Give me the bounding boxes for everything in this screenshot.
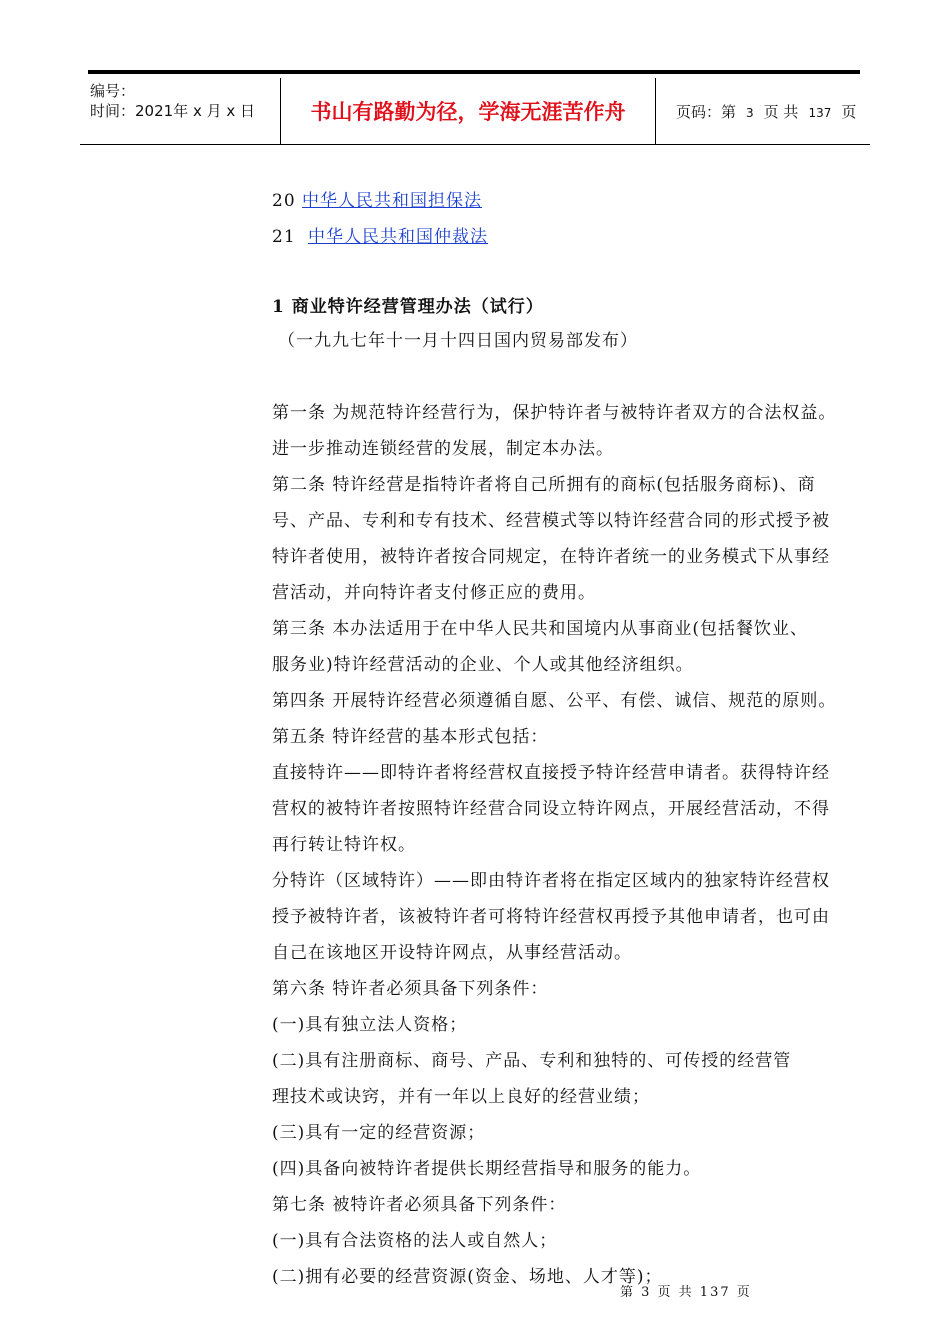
text-line: (三)具有一定的经营资源； — [272, 1123, 486, 1143]
text-line: 第五条 特许经营的基本形式包括： — [272, 727, 549, 747]
text-line: 分特许（区域特许）——即由特许者将在指定区域内的独家特许经营权 — [272, 871, 830, 891]
section-subtitle: （一九九七年十一月十四日国内贸易部发布） — [278, 331, 638, 351]
text-line: 再行转让特许权。 — [272, 835, 416, 855]
section-title: 1 商业特许经营管理办法（试行） — [272, 297, 544, 317]
text-line: (四)具备向被特许者提供长期经营指导和服务的能力。 — [272, 1159, 702, 1179]
text-line: 进一步推动连锁经营的发展，制定本办法。 — [272, 439, 614, 459]
doc-number-label: 编号： — [90, 82, 136, 100]
text-line: 营权的被特许者按照特许经营合同设立特许网点，开展经营活动，不得 — [272, 799, 830, 819]
page-footer: 第 3 页 共 137 页 — [620, 1285, 752, 1300]
text-line: 号、产品、专利和专有技术、经营模式等以特许经营合同的形式授予被 — [272, 511, 830, 531]
text-line: (一)具有独立法人资格； — [272, 1015, 468, 1035]
header-page-number: 页码：第 3 页 共 137 页 — [676, 102, 857, 121]
toc-item-21: 21 中华人民共和国仲裁法 — [272, 227, 489, 247]
header-rule — [88, 70, 860, 74]
text-line: 自己在该地区开设特许网点，从事经营活动。 — [272, 943, 632, 963]
page-header — [80, 78, 870, 145]
text-line: 直接特许——即特许者将经营权直接授予特许经营申请者。获得特许经 — [272, 763, 830, 783]
header-slogan: 书山有路勤为径，学海无涯苦作舟 — [281, 78, 656, 144]
text-line: 第二条 特许经营是指特许者将自己所拥有的商标(包括服务商标)、商 — [272, 475, 816, 495]
text-line: 营活动，并向特许者支付修正应的费用。 — [272, 583, 596, 603]
header-meta — [80, 78, 281, 144]
text-line: 授予被特许者，该被特许者可将特许经营权再授予其他申请者，也可由 — [272, 907, 830, 927]
text-line: 特许者使用，被特许者按合同规定，在特许者统一的业务模式下从事经 — [272, 547, 830, 567]
text-line: 服务业)特许经营活动的企业、个人或其他经济组织。 — [272, 655, 694, 675]
text-line: (二)具有注册商标、商号、产品、专利和独特的、可传授的经营管 — [272, 1051, 792, 1071]
text-line: 第一条 为规范特许经营行为，保护特许者与被特许者双方的合法权益。 — [272, 403, 837, 423]
text-line: (一)具有合法资格的法人或自然人； — [272, 1231, 558, 1251]
text-line: 第三条 本办法适用于在中华人民共和国境内从事商业(包括餐饮业、 — [272, 619, 809, 639]
text-line: 第四条 开展特许经营必须遵循自愿、公平、有偿、诚信、规范的原则。 — [272, 691, 837, 711]
text-line: 第六条 特许者必须具备下列条件： — [272, 979, 549, 999]
text-line: 第七条 被特许者必须具备下列条件： — [272, 1195, 567, 1215]
toc-item-20: 20 中华人民共和国担保法 — [272, 191, 483, 211]
link-guarantee-law[interactable]: 中华人民共和国担保法 — [302, 191, 483, 211]
text-line: 理技术或诀窍，并有一年以上良好的经营业绩； — [272, 1087, 650, 1107]
doc-date: 时间：2021年 x 月 x 日 — [90, 102, 256, 120]
text-line: (二)拥有必要的经营资源(资金、场地、人才等)； — [272, 1267, 663, 1287]
link-arbitration-law[interactable]: 中华人民共和国仲裁法 — [308, 227, 489, 247]
